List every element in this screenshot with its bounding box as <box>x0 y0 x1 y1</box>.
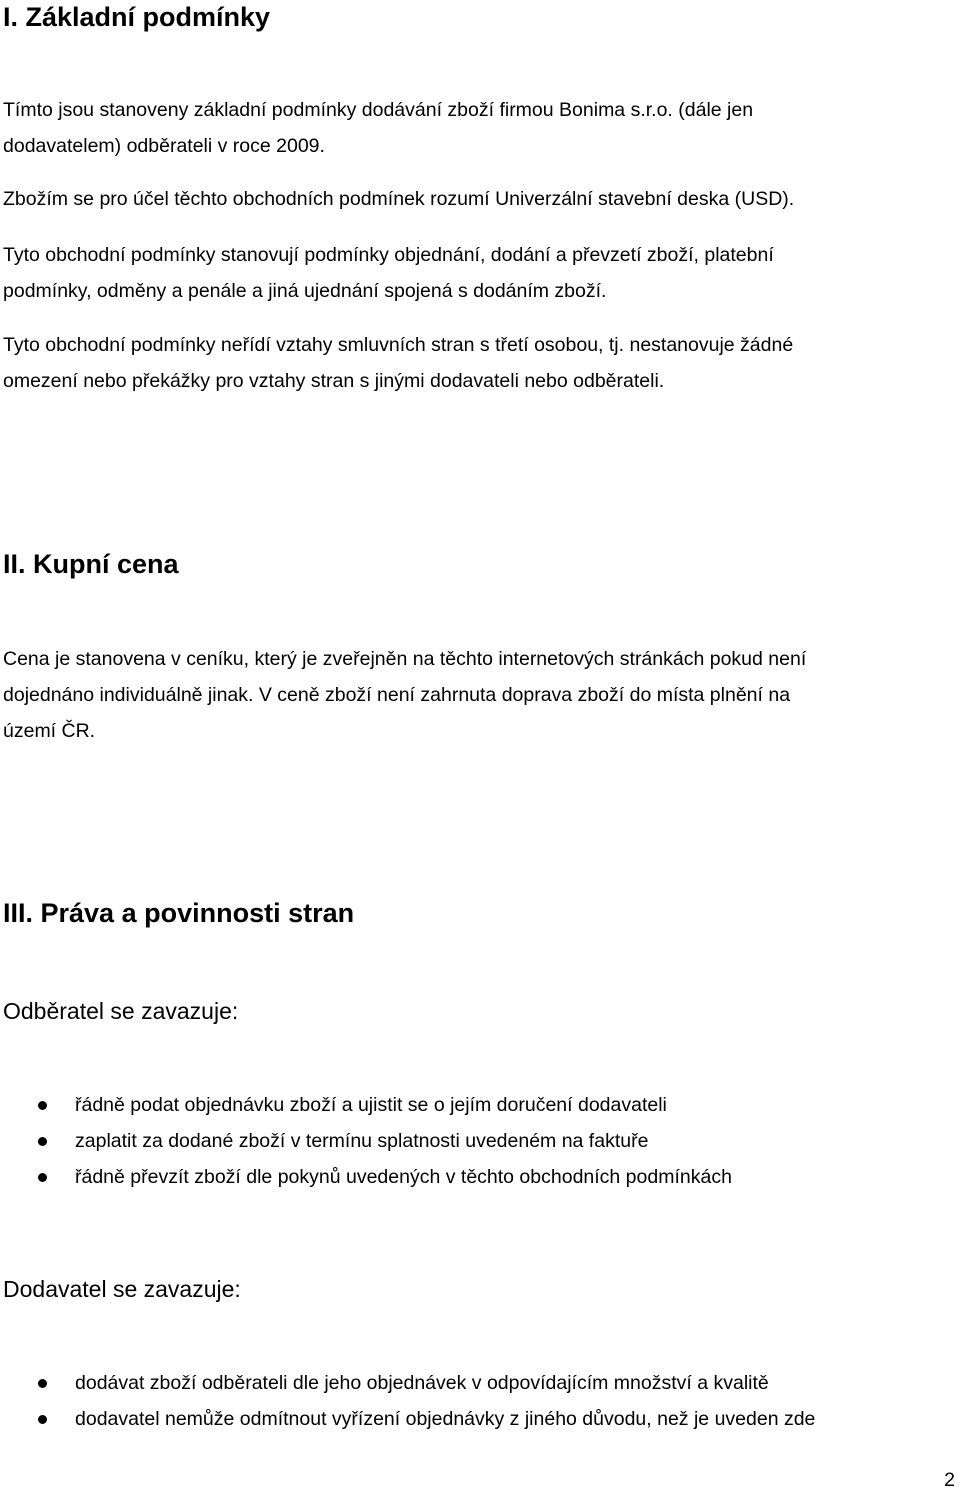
section-1-paragraph-3 <box>3 237 774 309</box>
paragraph-line: Tyto obchodní podmínky neřídí vztahy smluvních stran s třetí osobou, tj. nestanovuje žádné <box>3 334 794 356</box>
bullet-icon <box>38 1415 47 1424</box>
section-1-heading: I. Základní podmínky <box>3 2 271 32</box>
list-item-text: dodávat zboží odběrateli dle jeho objednávek v odpovídajícím množství a kvalitě <box>75 1372 769 1394</box>
paragraph-line: Tyto obchodní podmínky stanovují podmínky objednání, dodání a převzetí zboží, platební <box>3 244 774 266</box>
bullet-icon <box>38 1137 47 1146</box>
section-2-paragraph-1 <box>3 641 806 749</box>
section-1-paragraph-2: Zbožím se pro účel těchto obchodních podmínek rozumí Univerzální stavební deska (USD). <box>3 188 795 210</box>
section-3-heading: III. Práva a povinnosti stran <box>3 898 355 928</box>
paragraph-line: dojednáno individuálně jinak. V ceně zboží není zahrnuta doprava zboží do místa plnění na <box>3 684 791 706</box>
list-item-text: řádně podat objednávku zboží a ujistit se o jejím doručení dodavateli <box>75 1094 667 1116</box>
paragraph-line: podmínky, odměny a penále a jiná ujednání spojená s dodáním zboží. <box>3 280 607 302</box>
paragraph-line: území ČR. <box>3 720 96 742</box>
customer-obligations-heading: Odběratel se zavazuje: <box>3 998 239 1024</box>
section-2-heading: II. Kupní cena <box>3 549 179 579</box>
list-item-text: zaplatit za dodané zboží v termínu splatnosti uvedeném na faktuře <box>75 1130 649 1152</box>
section-1-paragraph-4 <box>3 327 793 399</box>
list-item-text: řádně převzít zboží dle pokynů uvedených v těchto obchodních podmínkách <box>75 1166 732 1188</box>
paragraph-line: dodavatelem) odběrateli v roce 2009. <box>3 135 325 157</box>
paragraph-line: omezení nebo překážky pro vztahy stran s jinými dodavateli nebo odběrateli. <box>3 370 665 392</box>
list-item-text: dodavatel nemůže odmítnout vyřízení objednávky z jiného důvodu, než je uveden zde <box>75 1408 816 1430</box>
supplier-obligations-heading: Dodavatel se zavazuje: <box>3 1276 241 1302</box>
bullet-icon <box>38 1101 47 1110</box>
section-1-paragraph-1 <box>3 92 753 164</box>
page-number: 2 <box>944 1469 955 1491</box>
bullet-icon <box>38 1379 47 1388</box>
paragraph-line: Tímto jsou stanoveny základní podmínky dodávání zboží firmou Bonima s.r.o. (dále jen <box>3 99 754 121</box>
bullet-icon <box>38 1173 47 1182</box>
paragraph-line: Cena je stanovena v ceníku, který je zveřejněn na těchto internetových stránkách pokud není <box>3 648 807 670</box>
